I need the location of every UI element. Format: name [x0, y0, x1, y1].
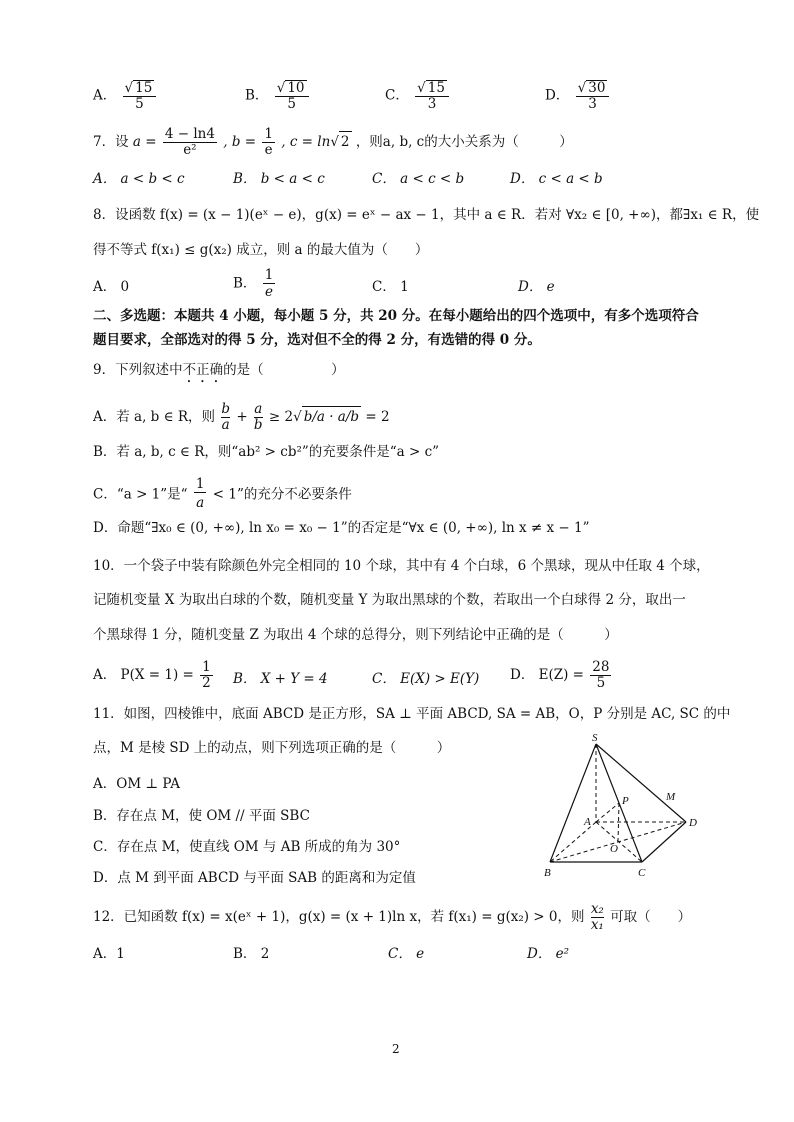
- q10-option-b: B． X + Y = 4: [233, 671, 328, 687]
- q6-option-a: A． $\frac{√ 15}{5}$: [93, 80, 158, 112]
- q12-option-c: C． e: [388, 946, 425, 962]
- q11-option-d: D．点 M 到平面 ABCD 与平面 SAB 的距离和为定值: [93, 870, 416, 886]
- q7-option-b: B． b < a < c: [233, 171, 325, 187]
- q9-option-c: C．“a > 1”是“ $\frac{1}{a} < 1$”的充分不必要条件: [93, 476, 352, 511]
- q10-stem-line3: 个黑球得 1 分，随机变量 Z 为取出 4 个球的总得分，则下列结论中正确的是（ ）: [93, 627, 618, 643]
- section2-heading-line2: 题目要求，全部选对的得 5 分，选对但不全的得 2 分，有选错的得 0 分。: [93, 332, 541, 348]
- q8-stem-line1: 8．设函数 f(x) = (x − 1)(eˣ − e)，g(x) = eˣ − ax − 1，其中 a ∈ R．若对 ∀x₂ ∈ [0, +∞)，都∃x₁ ∈ R，使: [93, 207, 760, 223]
- edge-cd: [642, 822, 686, 862]
- q9-option-d: D．命题“∃x₀ ∈ (0, +∞), ln x₀ = x₀ − 1”的否定是“∀x ∈ (0, +∞), ln x ≠ x − 1”: [93, 520, 590, 536]
- edge-sb: [550, 744, 596, 862]
- q8-stem-line2: 得不等式 f(x₁) ≤ g(x₂) 成立，则 a 的最大值为（ ）: [93, 242, 429, 258]
- q12-stem: 12．已知函数 f(x) = x(eˣ + 1)，g(x) = (x + 1)ln x，若 f(x₁) = g(x₂) > 0，则 $\frac{\text{x₂}}{\text{x₁}}$ 可取（ ）: [93, 901, 692, 933]
- q7-option-c: C． a < c < b: [372, 171, 465, 187]
- edge-ab: [550, 822, 596, 862]
- q7-option-d: D． c < a < b: [510, 171, 603, 187]
- q8-option-d: D． e: [518, 279, 555, 295]
- label-c: C: [638, 867, 646, 879]
- seg-ap: [596, 803, 619, 822]
- q12-option-a: A．1: [93, 946, 125, 962]
- q11-stem-line2: 点，M 是棱 SD 上的动点，则下列选项正确的是（ ）: [93, 740, 451, 756]
- q10-option-c: C． E(X) > E(Y): [372, 671, 480, 687]
- q8-option-b: B． $\frac{1}{e}$: [233, 267, 274, 300]
- label-s: S: [592, 732, 598, 744]
- pyramid-figure: [538, 732, 718, 880]
- q11-option-c: C．存在点 M，使直线 OM 与 AB 所成的角为 30°: [93, 839, 401, 855]
- label-a: A: [584, 816, 591, 828]
- q11-stem-line1: 11．如图，四棱锥中，底面 ABCD 是正方形，SA ⊥ 平面 ABCD, SA = AB，O，P 分别是 AC, SC 的中: [93, 706, 731, 722]
- q9-option-b: B．若 a, b, c ∈ R，则“ab² > cb²”的充要条件是“a > c”: [93, 444, 440, 460]
- q12-option-d: D． e²: [527, 946, 570, 962]
- label-p: P: [622, 795, 629, 807]
- q12-option-b: B． 2: [233, 946, 270, 962]
- q7-stem: 7．设 a = $\frac{4 - \ln 4}{\text{e²}}$ , b = $\frac{1}{e}$ , c = ln√ 2 ，则a, b, c的大小关系为（ ）: [93, 126, 573, 158]
- q8-option-a: A． 0: [93, 279, 130, 295]
- q9-option-a: A．若 a, b ∈ R，则 $\frac{b}{a}$ + $\frac{a}{b}$ ≥ 2√ b/a · a/b = 2: [93, 401, 390, 433]
- q10-option-a: A． P(X = 1) = $\frac{1}{2}$: [93, 659, 211, 691]
- q10-option-d: D． E(Z) = $\frac{28}{5}$: [510, 659, 610, 691]
- q11-option-b: B．存在点 M，使 OM // 平面 SBC: [93, 808, 310, 824]
- label-o: O: [610, 843, 618, 855]
- q11-option-a: A．OM ⊥ PA: [93, 776, 181, 792]
- label-b: B: [544, 867, 551, 879]
- label-m: M: [666, 791, 676, 803]
- section2-heading-line1: 二、多选题：本题共 4 小题，每小题 5 分，共 20 分。在每小题给出的四个选项中，有多个选项符合: [93, 308, 699, 324]
- q10-stem-line2: 记随机变量 X 为取出白球的个数，随机变量 Y 为取出黑球的个数，若取出一个白球得 2 分，取出一: [93, 592, 686, 608]
- page-number: 2: [392, 1042, 400, 1056]
- q6-option-c: C． $\frac{√ 15}{3}$: [385, 80, 451, 112]
- q9-stem: 9．下列叙述中不正确的是（ ）: [93, 362, 345, 378]
- q10-stem-line1: 10．一个袋子中装有除颜色外完全相同的 10 个球，其中有 4 个白球，6 个黑球，现从中任取 4 个球，: [93, 558, 710, 574]
- q6-option-d: D． $\frac{√ 30}{3}$: [545, 80, 611, 112]
- q8-option-c: C． 1: [372, 279, 409, 295]
- q6-option-b: B． $\frac{√ 10}{5}$: [245, 80, 311, 112]
- q7-option-a: A． a < b < c: [93, 171, 185, 187]
- label-d: D: [689, 817, 697, 829]
